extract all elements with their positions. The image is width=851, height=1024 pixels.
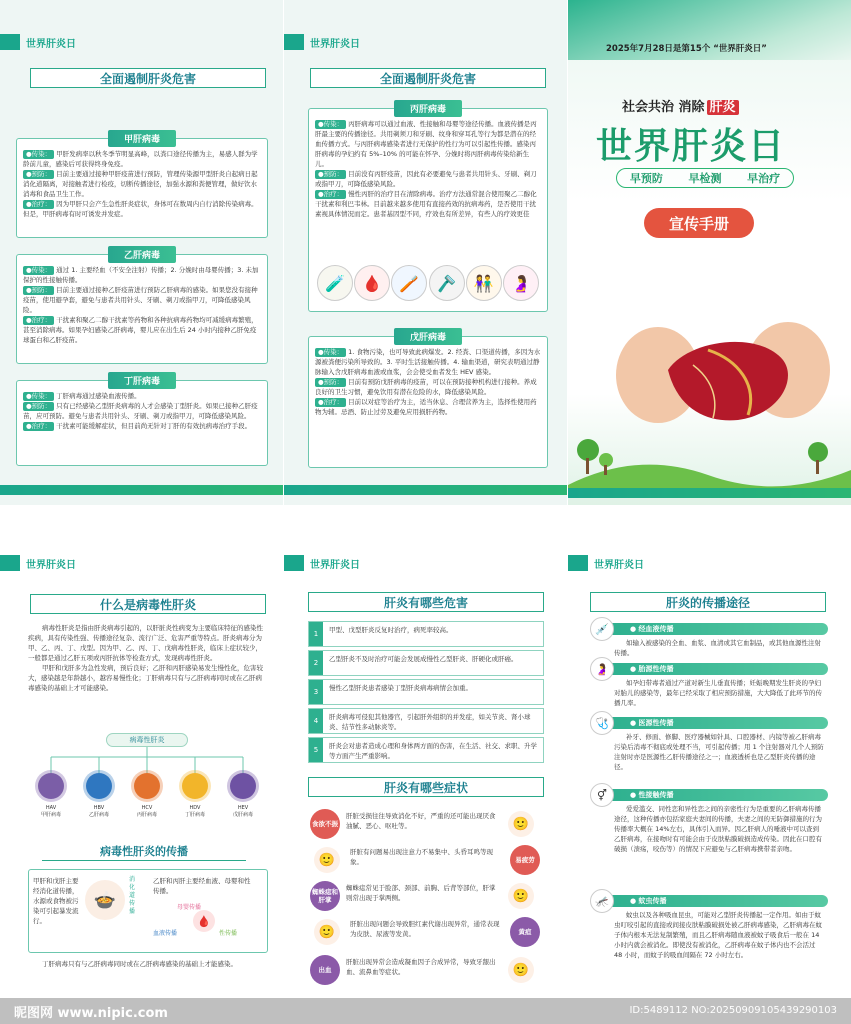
brand-tag: 世界肝炎日 — [284, 555, 360, 571]
hep-c-transmission: ●传染： 丙肝病毒可以通过血液、性接触和母婴等途径传播。血液传播是丙肝最主要的传播途径。共用剃须刀和牙刷、纹身和穿耳孔等行为都是潜在的经血传播方式。与丙肝病毒感染者进行无保护的性行为可以引起性传播。感染丙肝病毒的孕妇约有 5%–10% 的可能在怀孕、分娩时将丙肝病毒传染给新生儿。 — [315, 120, 537, 168]
cover-panel — [568, 0, 851, 505]
hazard-item — [308, 621, 544, 647]
panel-hazards-symptoms — [284, 519, 567, 1024]
bottom-strip — [284, 485, 567, 495]
hep-b-treatment: ●治疗： 干扰素和聚乙二醇干扰素等药物和各种抗病毒药物均可减缓病毒繁殖，甚至消除病毒。如果孕妇感染乙肝病毒，婴儿应在出生后 24 小时内接种乙肝免疫球蛋白和乙肝疫苗。 — [23, 316, 258, 344]
route-text: 爱爱滥交、同性恋和异性恋之间的亲密性行为是重要的乙肝病毒传播途径，这种传播亦包括家庭夫妻间的传播，夫妻之间的无防御措施的行为传播率大概在 14%左右，具体引入而异。因乙肝病人的唾液中可以查到乙肝病毒，在接吻时有可能会由于皮肤粘膜破损造成传染。因此在口腔有破损（溃疡，咬伤等）的情况下应避免与乙肝病毒携带者亲吻。 — [614, 805, 822, 853]
blood-drop-icon: 🩸 — [193, 910, 215, 932]
bottom-strip — [0, 485, 283, 495]
tag-mother-child: 母婴传播 — [177, 904, 202, 911]
virus-name: 丙肝病毒 — [136, 812, 157, 818]
hazard-item — [308, 650, 544, 676]
route-head: ● 医源性传播 — [608, 717, 828, 729]
slogan: 社会共治 消除 肝炎 — [622, 96, 739, 115]
hazard-number: 5 — [309, 738, 323, 762]
hep-e-transmission: ●传染： 1. 食物污染，也可导致此病爆发。2. 经粪、口渠道传播，多因为水源被粪便污染所导致的。3. 平时生活接触传播。4. 输血渠道，研究表明通过静脉输入含戊肝病毒血液或血浆，会会使受血者发生 HEV 感染。 — [315, 348, 541, 376]
hep-b-transmission: ●传染： 通过 1. 主要经血（不安全注射）传播；2. 分娩时由母婴传播；3. 未加保护的性接触传播。 — [23, 266, 259, 284]
route-item — [588, 717, 828, 772]
symptom-tag: 食欲不振 — [310, 809, 340, 839]
hazard-number: 3 — [309, 680, 323, 704]
transmission-box — [28, 869, 268, 953]
route-icon: 🤰 — [590, 657, 614, 681]
toothbrush-icon: 🪥 — [391, 265, 427, 301]
virus-code: HCV — [141, 805, 153, 811]
virus-illustration — [26, 729, 268, 829]
symptom-item — [310, 845, 544, 876]
route-icon: 🩺 — [590, 711, 614, 735]
symptom-text: 蜘蛛痣常见于脸部、颈部、前胸、后背等部位，肝掌则常出现于掌两侧。 — [346, 884, 496, 902]
route-item — [588, 663, 828, 708]
hazard-text: 肝炎会对患者造成心理和身体两方面的伤害，在生活、社交、求职、升学等方面产生严重影响。 — [329, 742, 537, 760]
route-text: 如孕妇带毒者通过产道对新生儿垂直传播；妊娠晚期发生肝炎的孕妇对胎儿的感染等，最年已经采取了相应预防措施，大大降低了此环节的传播几率。 — [614, 679, 822, 707]
symptom-illustration-icon: 🙂 — [314, 919, 340, 945]
hazard-number: 2 — [309, 651, 323, 675]
virus-code: HDV — [189, 805, 201, 811]
symptom-item — [310, 809, 544, 840]
symptom-item — [310, 955, 544, 986]
virus-icon — [86, 773, 112, 799]
route-icon: 🦟 — [590, 889, 614, 913]
digestive-text: 甲肝和戊肝主要经消化道传播，水源或食物被污染可引起暴发流行。 — [33, 877, 79, 925]
hep-a-treatment: ●治疗： 因为甲肝只会产生急性肝炎症状，身体可在数周内自行消除传染病毒。但是，甲肝病毒有时可诱发并发症。 — [23, 200, 258, 218]
route-item — [588, 789, 828, 854]
hazard-item — [308, 708, 544, 734]
hep-c-treatment: ●治疗： 慢性丙肝的治疗目在清除病毒。治疗方法通常混合使用聚乙二醇化干扰素和利巴韦林。目前越来越多使用有直接药效的抗病毒药，是否使用干扰素视具体情况而定。患者基因型不同，疗效也有所差异，有些人的疗效更佳 — [315, 190, 537, 218]
hazard-number: 4 — [309, 709, 323, 733]
watermark-id: ID:5489112 NO:20250909105439290103 — [629, 1005, 837, 1016]
section-hepatitis-c — [308, 105, 548, 312]
route-tags — [153, 902, 265, 946]
hep-c-prevention: ●预防： 目前没有丙肝疫苗，因此有必要避免与患者共用针头、牙刷、剃刀或指甲刀，可降低感染风险。 — [315, 170, 537, 188]
liver-hands-illustration — [598, 290, 838, 440]
manual-badge: 宣传手册 — [644, 208, 754, 238]
route-item — [588, 623, 828, 658]
section-head: 甲肝病毒 — [108, 130, 176, 147]
hep-b-prevention: ●预防： 目前主要通过接种乙肝疫苗进行预防乙肝病毒的感染。如果您没有接种疫苗，使用避孕套，避免与患者共用针头、牙刷、剃刀或指甲刀，可降低感染风险。 — [23, 286, 258, 314]
section-head: 戊肝病毒 — [394, 328, 462, 345]
virus-icon — [38, 773, 64, 799]
hep-a-transmission: ●传染： 甲肝发病率以秋冬季节明显高峰，以粪口途径传播为主，易感人群为学龄前儿童，感染后可获得终身免疫。 — [23, 150, 258, 168]
panel-title: 全面遏制肝炎危害 — [30, 68, 266, 88]
syringe-icon: 🧪 — [317, 265, 353, 301]
bottom-note: 丁肝病毒只有与乙肝病毒同时或在乙肝病毒感染的基础上才能感染。 — [42, 960, 237, 968]
route-text: 如输入被感染的全血、血浆、血清或其它血制品，或其他血源性注射传播。 — [614, 639, 821, 657]
prevention-illustrations — [317, 265, 539, 305]
hazard-title: 肝炎有哪些危害 — [308, 592, 544, 612]
virus-name: 戊肝病毒 — [232, 812, 253, 818]
tag-sexual: 性传播 — [219, 930, 238, 937]
symptom-illustration-icon: 🙂 — [314, 847, 340, 873]
symptom-tag: 黄疸 — [510, 917, 540, 947]
blood-bag-icon: 🩸 — [354, 265, 390, 301]
route-text: 补牙、修面、修脚、医疗器械如针具、口腔器材、内镜等被乙肝病毒污染后消毒不彻底或处理不当，可引起传播；用 1 个注射器对几个人预防注射时亦是医源性乙肝传播途径之一；血液透析也是乙型肝炎传播的途径。 — [614, 733, 824, 771]
panel-transmission-routes — [568, 519, 851, 1024]
hazard-number: 1 — [309, 622, 323, 646]
hazard-text: 肝炎病毒可侵犯其他器官，引起肝外组织的并发症，如关节炎、肾小球炎、结节性多动脉炎等。 — [329, 713, 531, 731]
route-head: ● 胎源性传播 — [608, 663, 828, 675]
route-item — [588, 895, 828, 960]
routes-title: 肝炎的传播途径 — [590, 592, 826, 612]
intro-paragraph: 甲肝和戊肝多为急性发病，预后良好；乙肝和丙肝感染易发生慢性化，危害较大，感染越是年龄越小，越容易慢性化；丁肝病毒只有与乙肝病毒同时或在乙肝病毒感染的基础上才可能感染。 — [28, 664, 263, 692]
section-head: 丙肝病毒 — [394, 100, 462, 117]
symptom-text: 肝脏受损往往导致消化不好，严重的还可能出现厌食油腻、恶心、呕吐等。 — [346, 812, 496, 830]
section-hepatitis-a — [16, 135, 268, 238]
tag-blood: 血液传播 — [153, 930, 178, 937]
hep-e-prevention: ●预防： 目前有预防戊肝病毒的疫苗，可以在预防接种机构进行接种。养成良好的卫生习惯，避免饮用有潜在危险的水，降低感染风险。 — [315, 378, 537, 396]
brand-tag: 世界肝炎日 — [568, 555, 644, 571]
main-title: 世界肝炎日 — [596, 126, 787, 167]
route-text: 蚊虫以及各种吸血昆虫，可能对乙型肝炎传播起一定作用。如由于蚊虫叮咬引起的直接或间接皮肤粘膜破损处被乙肝病毒感染，乙肝病毒在蚊子体内根本无法复制繁殖，而且乙肝病毒随血液被蚊子吸食后一般在 14 小时内就会被消化。即使没有被消化，乙肝病毒在蚊子体内也不会活过 48 小时，而蚊子的吸血间隔在 72 小时左右。 — [614, 911, 822, 959]
section-head: 乙肝病毒 — [108, 246, 176, 263]
symptom-item — [310, 917, 544, 948]
hep-a-prevention: ●预防： 目前主要通过接种甲肝疫苗进行预防，管理传染源甲型肝炎自起病日起消化道隔离，对接触者进行检疫，切断传播途径，加强水源和粪便管理，做好饮水消毒和食品卫生工作。 — [23, 170, 258, 198]
hazard-text: 乙型肝炎不及时治疗可能会发展成慢性乙型肝炎、肝硬化或肝癌。 — [329, 655, 518, 663]
hazard-text: 慢性乙型肝炎患者感染丁型肝炎病毒病情会加重。 — [329, 684, 472, 692]
panel-title: 全面遏制肝炎危害 — [310, 68, 546, 88]
route-head: ● 蚊虫传播 — [608, 895, 828, 907]
route-head-text: 经血液传播 — [638, 625, 674, 633]
symptom-text: 肝脏出现问题会导致胆红素代谢出现异常，通常表现为皮肤、尿液等发黄。 — [350, 920, 500, 938]
route-head-text: 蚊虫传播 — [638, 897, 667, 905]
pregnant-icon: 🤰 — [503, 265, 539, 301]
intro-paragraph: 病毒性肝炎是指由肝炎病毒引起的，以肝脏炎性病变为主要临床特征的感染性疾病，具有传染性强、传播途径复杂、流行广泛、危害严重等特点。肝炎病毒分为甲、乙、丙、丁、戊型。因为甲、乙、丙、丁、戊病毒性肝炎，临床上症状较少，一般都是通过乙肝五项或丙肝抗体等检查方式，发现病毒性肝炎。 — [28, 624, 263, 662]
route-head: ● 经血液传播 — [608, 623, 828, 635]
route-icon: 💉 — [590, 617, 614, 641]
hep-d-treatment: ●治疗： 干扰素可能缓解症状，但目前尚无针对丁肝的有效抗病毒治疗手段。 — [23, 421, 261, 431]
virus-code: HAV — [45, 805, 57, 811]
food-icon: 🍲 — [85, 880, 125, 920]
intro-text — [28, 623, 268, 693]
watermark-logo: 昵图网 www.nipic.com — [14, 1006, 168, 1021]
brand-tag: 世界肝炎日 — [0, 34, 76, 50]
virus-icon — [134, 773, 160, 799]
digestive-route — [33, 876, 145, 948]
section-head: 丁肝病毒 — [108, 372, 176, 389]
blood-route — [153, 876, 265, 948]
sub-slogans: 早预防 早检测 早治疗 — [616, 168, 794, 188]
route-head-text: 性接触传播 — [638, 791, 674, 799]
trees-decoration — [568, 430, 851, 490]
route-head-text: 胎源性传播 — [638, 665, 674, 673]
symptom-text: 肝脏有问题易出现注意力不易集中、头昏耳鸣等现象。 — [350, 848, 493, 866]
symptom-tag: 蜘蛛痣和肝掌 — [310, 881, 340, 911]
panel-what-is-hepatitis — [0, 519, 283, 1024]
route-icon: ⚥ — [590, 783, 614, 807]
virus-code: HBV — [93, 805, 105, 811]
date-line: 2025年7月28日是第15个 “世界肝炎日” — [606, 44, 767, 54]
watermark-bar — [0, 998, 851, 1024]
panel-hepatitis-c-e — [284, 0, 567, 505]
virus-name: 丁肝病毒 — [184, 812, 205, 818]
virus-icon — [182, 773, 208, 799]
section-hepatitis-d — [16, 377, 268, 466]
virus-icon — [230, 773, 256, 799]
route-head-text: 医源性传播 — [638, 719, 674, 727]
transmission-title: 病毒性肝炎的传播 — [42, 841, 246, 861]
hazard-item — [308, 679, 544, 705]
symptom-illustration-icon: 🙂 — [508, 811, 534, 837]
virus-name: 甲肝病毒 — [40, 812, 61, 818]
symptom-text: 肝脏出现异常会造成凝血因子合成异常，导致牙龈出血、流鼻血等症状。 — [346, 958, 496, 976]
brand-tag: 世界肝炎日 — [0, 555, 76, 571]
symptom-item — [310, 881, 544, 912]
panel-title: 什么是病毒性肝炎 — [30, 594, 266, 614]
couple-icon: 👫 — [466, 265, 502, 301]
virus-name: 乙肝病毒 — [88, 812, 109, 818]
section-hepatitis-b — [16, 251, 268, 364]
hep-e-treatment: ●治疗： 目前以对症等治疗为主，适当休息、合理营养为主，选择性使用药物为辅。忌酒、防止过劳及避免应用损肝药物。 — [315, 398, 537, 416]
symptom-tag: 出血 — [310, 955, 340, 985]
virus-banner: 病毒性肝炎 — [106, 733, 188, 747]
hazard-text: 甲型、戊型肝炎反复时治疗，病死率较高。 — [329, 626, 453, 634]
panel-hepatitis-a-b-d — [0, 0, 283, 505]
digestive-tag: 消化道传播 — [129, 876, 136, 915]
symptom-title: 肝炎有哪些症状 — [308, 777, 544, 797]
razor-icon: 🪒 — [429, 265, 465, 301]
section-hepatitis-e — [308, 333, 548, 468]
bottom-strip — [568, 488, 851, 498]
blood-text: 乙肝和丙肝主要经血液、母婴和性传播。 — [153, 877, 251, 895]
symptom-tag: 易疲劳 — [510, 845, 540, 875]
symptom-illustration-icon: 🙂 — [508, 883, 534, 909]
hep-d-prevention: ●预防： 只有已经感染乙型肝炎病毒的人才会感染丁型肝炎。如果已接种乙肝疫苗，应可预防。避免与患者共用针头、牙刷、剃刀或指甲刀，可降低感染风险。 — [23, 402, 258, 420]
route-head: ● 性接触传播 — [608, 789, 828, 801]
virus-code: HEV — [237, 805, 249, 811]
hazard-item — [308, 737, 544, 763]
symptom-illustration-icon: 🙂 — [508, 957, 534, 983]
hep-d-transmission: ●传染： 丁肝病毒通过感染血液传播。 — [23, 391, 261, 401]
brand-tag: 世界肝炎日 — [284, 34, 360, 50]
virus-tree-lines — [26, 745, 268, 775]
